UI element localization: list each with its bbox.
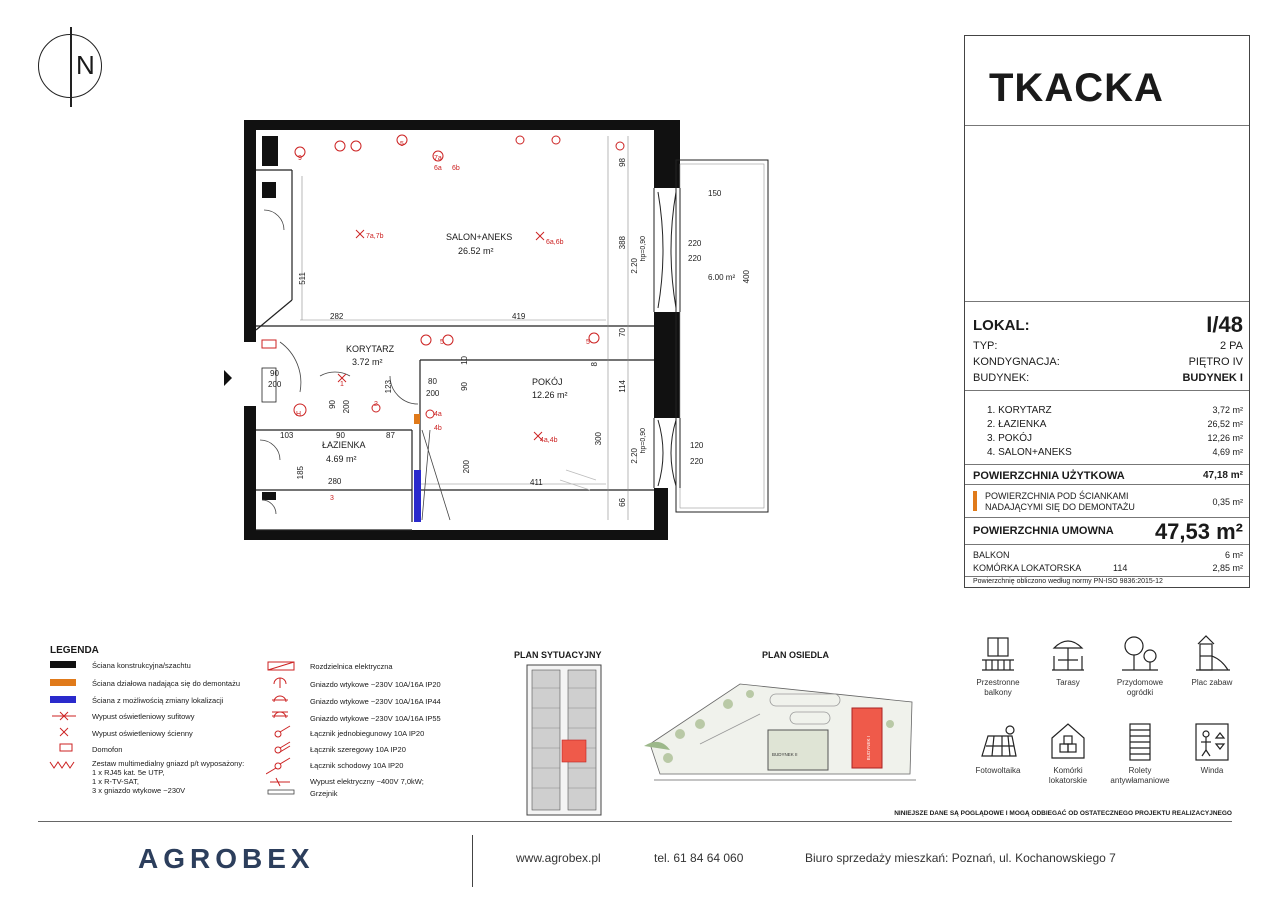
legend-swatch-structural [50, 661, 76, 668]
dim-400: 400 [742, 270, 751, 284]
uzytkowa-label: POWIERZCHNIA UŻYTKOWA [973, 470, 1125, 482]
svg-text:7a: 7a [434, 155, 442, 162]
svg-text:H: H [296, 411, 302, 418]
estate-plan-title: PLAN OSIEDLA [762, 650, 830, 660]
umowna-value: 47,53 m² [1154, 519, 1243, 544]
situational-plan-title: PLAN SYTUACYJNY [514, 650, 602, 660]
legend-item: 3 x gniazdo wtykowe ~230V [92, 786, 186, 795]
scianki-label-1: POWIERZCHNIA POD ŚCIANKAMI [985, 491, 1129, 501]
amenity-solar [962, 722, 1034, 776]
svg-text:4a: 4a [434, 411, 442, 418]
dim-185: 185 [296, 466, 305, 480]
svg-text:4b: 4b [434, 425, 442, 432]
svg-text:6b: 6b [452, 165, 460, 172]
svg-text:7a,7b: 7a,7b [366, 233, 384, 240]
uzytkowa-value: 47,18 m² [1202, 470, 1243, 481]
dim-hp1: hp=0,90 [640, 236, 647, 262]
room-area: 26,52 m² [1207, 419, 1243, 429]
svg-text:3: 3 [330, 495, 334, 502]
legend-item: Wypust oświetleniowy ścienny [92, 729, 193, 738]
relocatable-wall [414, 470, 421, 522]
doors [260, 210, 596, 520]
dim-511: 511 [298, 272, 307, 285]
amenity-label: Fotowoltaika [975, 766, 1021, 775]
dim-103: 103 [280, 431, 294, 440]
legend-item: Ściana z możliwością zmiany lokalizacji [92, 696, 224, 705]
legend-item: 1 x RJ45 kat. 5e UTP, [92, 768, 165, 777]
dim-200b: 200 [426, 389, 440, 398]
phone-link[interactable]: tel. 61 84 64 060 [654, 851, 744, 865]
terrace-icon [1048, 634, 1088, 674]
disclaimer: NINIEJSZE DANE SĄ POGLĄDOWE I MOGĄ ODBIEGAĆ OD OSTATECZNEGO PROJEKTU REALIZACYJNEGO [894, 810, 1232, 817]
amenity-label: lokatorskie [1048, 776, 1088, 785]
amenity-label: Komórki [1053, 766, 1083, 775]
legend-item: Gniazdo wtykowe ~230V 10A/16A IP20 [310, 680, 441, 689]
demountable-wall [414, 414, 420, 424]
dim-200a: 200 [462, 460, 471, 474]
dim-220v2: 2.20 [630, 448, 639, 464]
sales-office: Biuro sprzedaży mieszkań: Poznań, ul. Kochanowskiego 7 [805, 851, 1116, 865]
legend-item: Ściana konstrukcyjna/szachtu [92, 661, 191, 670]
svg-text:9: 9 [298, 155, 302, 162]
amenity-label: Tarasy [1056, 678, 1080, 687]
dim-388: 388 [618, 236, 627, 250]
umowna-label: POWIERZCHNIA UMOWNA [973, 525, 1114, 537]
dim-90d: 90 [328, 400, 337, 409]
room-area: 3,72 m² [1212, 405, 1243, 415]
dim-90c: 90 [336, 431, 345, 440]
room-name: 4. SALON+ANEKS [987, 447, 1072, 458]
garden-icon [1120, 634, 1160, 674]
amenity-elevator [1176, 722, 1248, 776]
solar-panel-icon [978, 722, 1018, 762]
unit-highlight [562, 740, 586, 762]
legend-swatch-relocatable [50, 696, 76, 703]
scianki-value: 0,35 m² [1212, 497, 1243, 507]
amenity-label: antywłamaniowe [1110, 776, 1170, 785]
dim-150: 150 [708, 189, 722, 198]
balcony-area: 6.00 m² [708, 273, 736, 282]
title-box [965, 36, 1249, 126]
dim-10: 10 [460, 356, 469, 365]
blinds-icon [1120, 722, 1160, 762]
legend-title: LEGENDA [50, 645, 99, 656]
agrobex-logo: AGROBEX [138, 843, 315, 874]
svg-text:1: 1 [340, 381, 344, 388]
dim-114: 114 [618, 380, 627, 393]
lazienka-name: ŁAZIENKA [322, 440, 366, 450]
dim-200c: 200 [268, 380, 282, 389]
legend-item: Łącznik szeregowy 10A IP20 [310, 745, 406, 754]
dim-123: 123 [384, 380, 393, 394]
legend-item: Wypust oświetleniowy sufitowy [92, 712, 195, 721]
entrance-arrow [224, 370, 232, 386]
kondygnacja-label: KONDYGNACJA: [973, 356, 1060, 368]
dim-120: 120 [690, 441, 704, 450]
legend-item: Grzejnik [310, 789, 338, 798]
room-name: 3. POKÓJ [987, 433, 1033, 444]
legend-icons-right [266, 656, 302, 796]
amenity-label: ogródki [1126, 688, 1154, 697]
korytarz-name: KORYTARZ [346, 344, 395, 354]
pokoj-name: POKÓJ [532, 377, 563, 387]
legend-swatch-demountable [50, 679, 76, 686]
legend-icons-left [48, 708, 88, 803]
room-name: 2. ŁAZIENKA [987, 419, 1047, 430]
dim-200d: 200 [342, 400, 351, 414]
amenity-label: Winda [1200, 766, 1224, 775]
situational-plan-map [526, 664, 602, 816]
amenity-label: Przydomowe [1116, 678, 1164, 687]
lokal-value: I/48 [1206, 312, 1243, 337]
info-panel [964, 35, 1250, 588]
komorka-number: 114 [1113, 563, 1128, 573]
room-name: 1. KORYTARZ [987, 405, 1052, 416]
svg-text:5: 5 [586, 339, 590, 346]
amenity-gardens [1104, 634, 1176, 698]
dim-220v1: 2.20 [630, 258, 639, 274]
demountable-marker [973, 491, 977, 511]
legend-item: Gniazdo wtykowe ~230V 10A/16A IP44 [310, 697, 441, 706]
storage-icon [1048, 722, 1088, 762]
dim-220b: 220 [688, 254, 702, 263]
dim-66: 66 [618, 498, 627, 507]
legend-item: Rozdzielnica elektryczna [310, 662, 393, 671]
elevator-icon [1192, 722, 1232, 762]
dim-8: 8 [590, 362, 599, 367]
balkon-value: 6 m² [1225, 550, 1243, 560]
legend-item: 1 x R-TV-SAT, [92, 777, 139, 786]
amenity-playground [1176, 634, 1248, 688]
svg-text:5: 5 [400, 141, 404, 148]
amenity-label: balkony [984, 688, 1012, 697]
amenity-blinds [1104, 722, 1176, 786]
legend-item: Łącznik schodowy 10A IP20 [310, 761, 404, 770]
svg-text:6a,6b: 6a,6b [546, 239, 564, 246]
amenity-terraces [1032, 634, 1104, 688]
balkon-label: BALKON [973, 550, 1010, 560]
legend-item: Łącznik jednobiegunowy 10A IP20 [310, 729, 425, 738]
dim-280: 280 [328, 477, 342, 486]
dim-419: 419 [512, 312, 526, 321]
typ-value: 2 PA [1219, 340, 1243, 352]
svg-text:5: 5 [440, 339, 444, 346]
salon-name: SALON+ANEKS [446, 232, 513, 242]
legend-item: Gniazdo wtykowe ~230V 10A/16A IP55 [310, 714, 441, 723]
svg-text:2: 2 [374, 401, 378, 408]
lokal-label: LOKAL: [973, 317, 1030, 334]
amenity-label: Przestronne [976, 678, 1020, 687]
pokoj-area: 12.26 m² [532, 390, 568, 400]
kondygnacja-value: PIĘTRO IV [1188, 356, 1243, 368]
dim-98: 98 [618, 158, 627, 167]
playground-icon [1192, 634, 1232, 674]
komorka-value: 2,85 m² [1212, 563, 1243, 573]
legend-item: Wypust elektryczny ~400V 7,0kW; [310, 777, 424, 786]
electrical-symbols [262, 135, 624, 440]
amenity-balconies [962, 634, 1034, 698]
dim-220a: 220 [688, 239, 702, 248]
estate-building-b-label: BUDYNEK II [772, 752, 798, 757]
legend-item: Domofon [92, 745, 123, 754]
footer-separator [472, 835, 473, 887]
structural-walls [244, 120, 680, 540]
korytarz-area: 3.72 m² [352, 357, 383, 367]
balcony-icon [978, 634, 1018, 674]
dim-90a: 90 [460, 382, 469, 391]
norm-note: Powierzchnię obliczono według normy PN-ISO 9836:2015-12 [973, 578, 1163, 585]
budynek-value: BUDYNEK I [1182, 372, 1243, 384]
budynek-label: BUDYNEK: [973, 372, 1030, 384]
legend-item: Ściana działowa nadająca się do demontażu [92, 679, 241, 688]
lazienka-area: 4.69 m² [326, 454, 357, 464]
salon-area: 26.52 m² [458, 246, 494, 256]
legend-item: Zestaw multimedialny gniazd p/t wyposażony: [92, 759, 245, 768]
dim-282: 282 [330, 312, 344, 321]
svg-text:4a,4b: 4a,4b [540, 437, 558, 444]
svg-text:6a: 6a [434, 165, 442, 172]
footer-divider [38, 821, 1232, 822]
dim-70: 70 [618, 328, 627, 337]
amenity-storage [1032, 722, 1104, 786]
dim-411: 411 [530, 478, 543, 487]
dim-90b: 90 [270, 369, 279, 378]
scianki-label-2: NADAJĄCYMI SIĘ DO DEMONTAŻU [985, 502, 1135, 512]
estate-plan-map [640, 664, 920, 784]
website-link[interactable]: www.agrobex.pl [516, 851, 601, 865]
amenity-label: Rolety [1128, 766, 1152, 775]
room-area: 4,69 m² [1212, 447, 1243, 457]
dim-hp2: hp=0,90 [640, 428, 647, 454]
dim-220c: 220 [690, 457, 704, 466]
dim-300: 300 [594, 432, 603, 446]
dim-87: 87 [386, 431, 395, 440]
room-area: 12,26 m² [1207, 433, 1243, 443]
project-title: TKACKA [989, 66, 1164, 110]
typ-label: TYP: [973, 340, 998, 352]
compass-north-label: N [76, 50, 95, 80]
estate-building-a-label: BUDYNEK I [866, 736, 871, 761]
komorka-label: KOMÓRKA LOKATORSKA [973, 563, 1082, 573]
amenity-label: Plac zabaw [1191, 678, 1233, 687]
dim-80: 80 [428, 377, 437, 386]
